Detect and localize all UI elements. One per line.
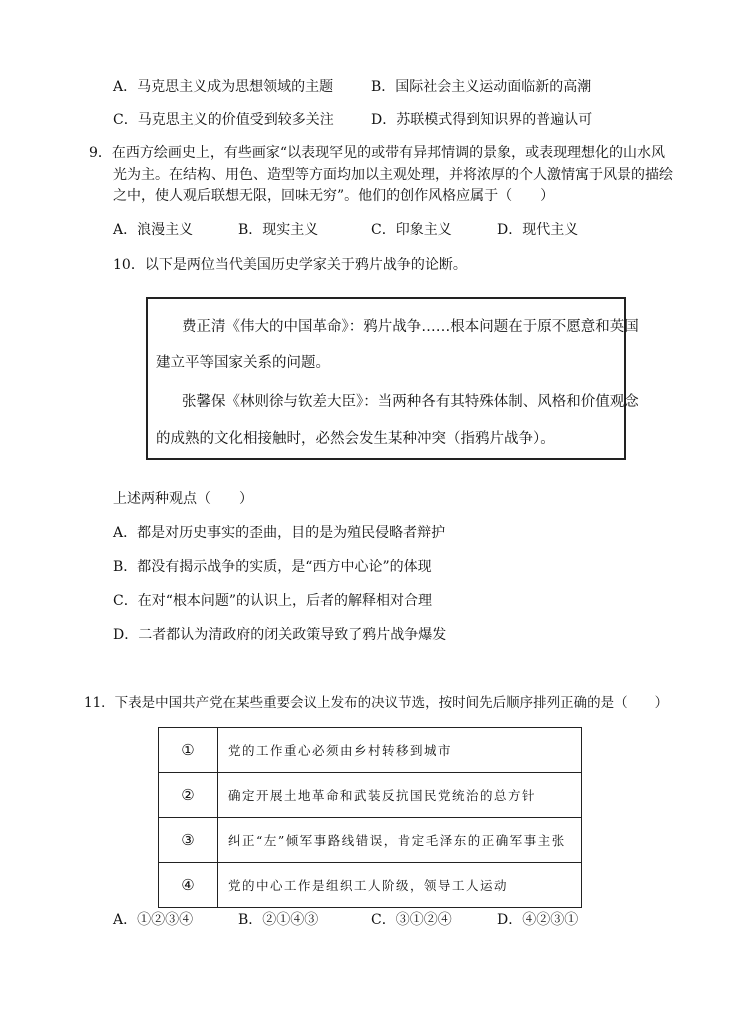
option-letter: D． (497, 222, 523, 238)
q10-option-b (113, 557, 432, 577)
option-letter: B． (371, 79, 396, 95)
q11-option-a (113, 910, 193, 930)
q11-option-d (497, 910, 578, 930)
option-text: 苏联模式得到知识界的普遍认可 (396, 112, 593, 128)
table-row (159, 863, 582, 908)
q9-stem-line-1: 9．在西方绘画史上，有些画家“以表现罕见的或带有异邦情调的景象，或表现理想化的山水风 (89, 145, 666, 161)
q10-option-c (113, 591, 432, 611)
q9-option-a (113, 220, 193, 240)
option-letter: B． (238, 222, 263, 238)
row-text: 党的中心工作是组织工人阶级，领导工人运动 (218, 863, 582, 908)
q8-option-a (113, 77, 333, 97)
q10-stem: 10．以下是两位当代美国历史学家关于鸦片战争的论断。 (113, 257, 467, 273)
option-text: 浪漫主义 (137, 222, 194, 238)
option-letter: D． (113, 627, 139, 643)
q9-option-b (238, 220, 318, 240)
option-text: 现实主义 (262, 222, 319, 238)
option-text: 都是对历史事实的歪曲，目的是为殖民侵略者辩护 (137, 525, 446, 541)
option-text: 在对“根本问题”的认识上，后者的解释相对合理 (137, 593, 433, 609)
q11-resolution-table (158, 727, 582, 908)
option-letter: C． (371, 222, 396, 238)
option-text: 印象主义 (395, 222, 452, 238)
option-letter: A． (113, 525, 138, 541)
option-letter: B． (238, 912, 263, 928)
option-text: ①②③④ (137, 912, 194, 928)
table-row (159, 773, 582, 818)
quote-line-3: 张馨保《林则徐与钦差大臣》：当两种各有其特殊体制、风格和价值观念 (182, 394, 639, 410)
q11-stem: 11．下表是中国共产党在某些重要会议上发布的决议节选，按时间先后顺序排列正确的是（ ） (84, 695, 669, 711)
q11-option-b (238, 910, 318, 930)
q10-option-d (113, 625, 446, 645)
option-text: 现代主义 (522, 222, 579, 238)
row-text: 纠正“左”倾军事路线错误，肯定毛泽东的正确军事主张 (218, 818, 582, 863)
q10-quote-box (146, 297, 639, 460)
quote-line-4: 的成熟的文化相接触时，必然会发生某种冲突（指鸦片战争）。 (156, 431, 555, 447)
option-letter: A． (113, 912, 138, 928)
option-text: ③①②④ (395, 912, 452, 928)
option-text: 都没有揭示战争的实质，是“西方中心论”的体现 (137, 559, 432, 575)
q10-option-a (113, 523, 445, 543)
row-text: 党的工作重心必须由乡村转移到城市 (218, 728, 582, 773)
option-text: 国际社会主义运动面临新的高潮 (395, 79, 592, 95)
quote-line-2: 建立平等国家关系的问题。 (156, 355, 330, 371)
row-number: ① (159, 728, 218, 773)
q8-option-d (371, 110, 592, 130)
option-text: 二者都认为清政府的闭关政策导致了鸦片战争爆发 (138, 627, 447, 643)
q11-option-c (371, 910, 452, 930)
option-letter: D． (497, 912, 523, 928)
q8-option-b (371, 77, 591, 97)
table-row (159, 818, 582, 863)
q8-option-c (113, 110, 334, 130)
q9-option-d (497, 220, 578, 240)
option-text: 马克思主义的价值受到较多关注 (137, 112, 334, 128)
table-row (159, 728, 582, 773)
q9-option-c (371, 220, 452, 240)
option-text: ④②③① (522, 912, 579, 928)
q10-prompt: 上述两种观点（ ） (113, 491, 253, 507)
option-letter: A． (113, 222, 138, 238)
quote-line-1: 费正清《伟大的中国革命》：鸦片战争……根本问题在于原不愿意和英国 (182, 319, 639, 335)
option-text: 马克思主义成为思想领域的主题 (137, 79, 334, 95)
row-text: 确定开展土地革命和武装反抗国民党统治的总方针 (218, 773, 582, 818)
row-number: ② (159, 773, 218, 818)
row-number: ③ (159, 818, 218, 863)
option-letter: C． (371, 912, 396, 928)
option-letter: C． (113, 112, 138, 128)
option-letter: C． (113, 593, 138, 609)
q9-stem-line-2: 光为主。在结构、用色、造型等方面均加以主观处理，并将浓厚的个人激情寓于风景的描绘 (113, 167, 673, 183)
option-text: ②①④③ (262, 912, 319, 928)
option-letter: B． (113, 559, 138, 575)
option-letter: A． (113, 79, 138, 95)
option-letter: D． (371, 112, 397, 128)
row-number: ④ (159, 863, 218, 908)
q9-stem-line-3: 之中，使人观后联想无限，回味无穷”。他们的创作风格应属于（ ） (113, 188, 555, 204)
